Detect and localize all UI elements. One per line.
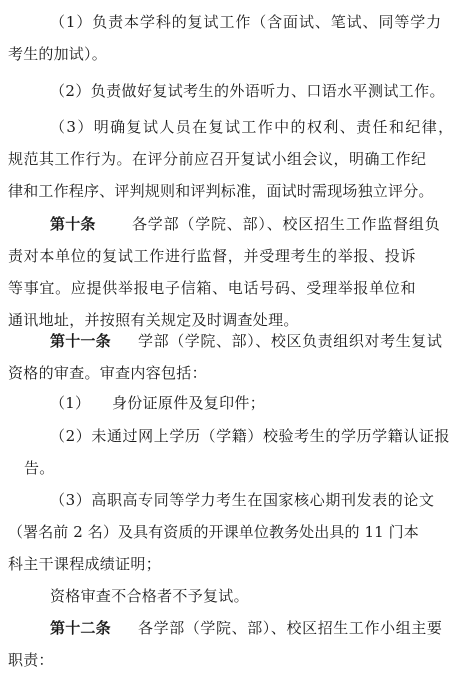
list-item-3-text-cont-2: 科主干课程成绩证明； [8, 555, 162, 573]
article-10-paragraph-cont-1: 责对本单位的复试工作进行监督，并受理考生的举报、投诉 [8, 247, 417, 265]
list-item-2-text: （2）未通过网上学历（学籍）校验考生的学历学籍认证报 [50, 427, 451, 445]
article-11-paragraph: 学部（学院、部）、校区负责组织对考生复试 [138, 332, 443, 350]
article-12-paragraph: 各学部（学院、部）、校区招生工作小组主要 [138, 619, 443, 637]
list-item-2-text-cont: 告。 [24, 459, 55, 477]
list-item-3-text: （3）高职高专同等学力考生在国家核心期刊发表的论文 [50, 491, 435, 509]
line-item-2-paragraph: （2）负责做好复试考生的外语听力、口语水平测试工作。 [50, 82, 445, 100]
list-item-1-number: （1） [50, 394, 91, 412]
article-11-heading: 第十一条 [50, 332, 111, 350]
article-10-paragraph-cont-2: 等事宜。应提供举报电子信箱、电话号码、受理举报单位和 [8, 279, 417, 297]
line-item-1-paragraph: （1）负责本学科的复试工作（含面试、笔试、同等学力 [50, 13, 443, 31]
article-11-paragraph-cont: 资格的审查。审查内容包括： [8, 364, 207, 382]
line-item-1-paragraph-cont: 考生的加试）。 [8, 45, 107, 63]
article-12-heading: 第十二条 [50, 619, 111, 637]
qualification-note: 资格审查不合格者不予复试。 [50, 587, 249, 605]
article-10-heading: 第十条 [50, 215, 96, 233]
article-10-paragraph-cont-3: 通讯地址，并按照有关规定及时调查处理。 [8, 311, 299, 329]
line-item-3-paragraph-cont-1: 规范其工作行为。在评分前应召开复试小组会议，明确工作纪 [8, 150, 427, 168]
line-item-3-paragraph: （3）明确复试人员在复试工作中的权利、责任和纪律， [50, 118, 455, 136]
article-12-paragraph-cont: 职责： [8, 651, 54, 669]
list-item-3-text-cont-1: （署名前 2 名）及具有资质的开课单位教务处出具的 11 门本 [8, 523, 419, 541]
list-item-1-text: 身份证原件及复印件； [112, 394, 266, 412]
line-item-3-paragraph-cont-2: 律和工作程序、评判规则和评判标准，面试时需现场独立评分。 [8, 182, 434, 200]
article-10-paragraph: 各学部（学院、部）、校区招生工作监督组负 [132, 215, 441, 233]
